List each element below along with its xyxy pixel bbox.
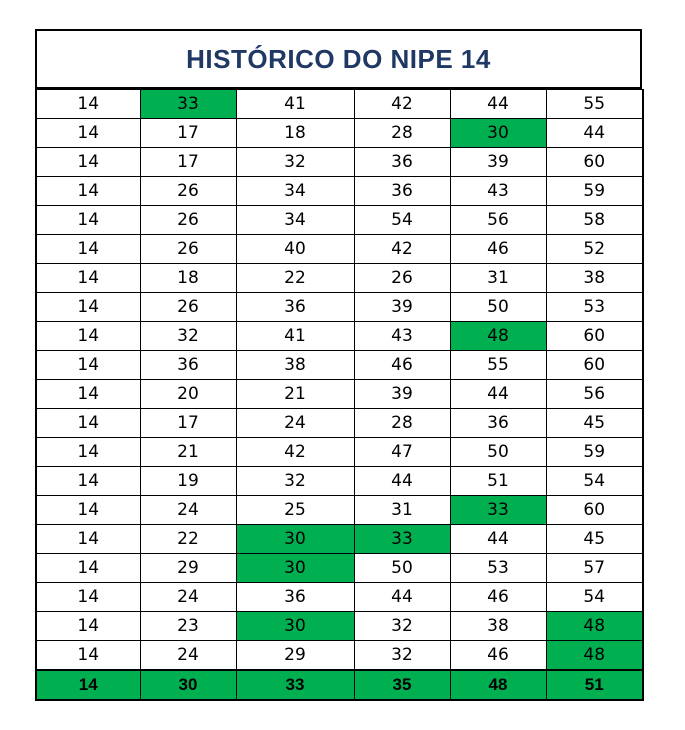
table-cell[interactable]: 32 xyxy=(354,641,450,670)
table-cell[interactable]: 17 xyxy=(140,409,236,438)
table-cell[interactable]: 22 xyxy=(140,525,236,554)
table-cell[interactable]: 14 xyxy=(36,438,140,467)
table-cell[interactable]: 24 xyxy=(140,641,236,670)
table-cell[interactable]: 43 xyxy=(450,177,546,206)
table-cell[interactable]: 14 xyxy=(36,264,140,293)
table-cell[interactable]: 60 xyxy=(546,351,643,380)
table-cell[interactable]: 53 xyxy=(450,554,546,583)
table-cell[interactable]: 14 xyxy=(36,525,140,554)
table-row xyxy=(36,496,643,525)
table-cell[interactable]: 50 xyxy=(450,438,546,467)
table-cell[interactable]: 34 xyxy=(236,177,354,206)
table-cell[interactable]: 42 xyxy=(236,438,354,467)
table-cell[interactable]: 32 xyxy=(354,612,450,641)
table-cell[interactable]: 26 xyxy=(354,264,450,293)
table-cell[interactable]: 60 xyxy=(546,148,643,177)
table-cell[interactable]: 44 xyxy=(450,525,546,554)
table-cell[interactable]: 41 xyxy=(236,90,354,119)
table-cell[interactable]: 55 xyxy=(546,90,643,119)
table-cell[interactable]: 31 xyxy=(354,496,450,525)
table-cell[interactable]: 39 xyxy=(354,380,450,409)
table-cell[interactable]: 39 xyxy=(354,293,450,322)
table-cell[interactable]: 48 xyxy=(450,322,546,351)
table-cell[interactable]: 34 xyxy=(236,206,354,235)
table-cell[interactable]: 36 xyxy=(354,148,450,177)
total-cell[interactable]: 30 xyxy=(140,670,236,700)
number-grid xyxy=(35,89,644,701)
table-cell[interactable]: 56 xyxy=(546,380,643,409)
table-cell[interactable]: 59 xyxy=(546,438,643,467)
table-cell[interactable]: 14 xyxy=(36,583,140,612)
table-row xyxy=(36,322,643,351)
table-row xyxy=(36,148,643,177)
table-cell[interactable]: 42 xyxy=(354,90,450,119)
table-cell[interactable]: 41 xyxy=(236,322,354,351)
table-row xyxy=(36,612,643,641)
table-cell[interactable]: 57 xyxy=(546,554,643,583)
table-cell[interactable]: 33 xyxy=(354,525,450,554)
total-cell[interactable]: 14 xyxy=(36,670,140,700)
table-cell[interactable]: 17 xyxy=(140,119,236,148)
table-cell[interactable]: 40 xyxy=(236,235,354,264)
table-title: HISTÓRICO DO NIPE 14 xyxy=(35,29,642,89)
total-cell[interactable]: 35 xyxy=(354,670,450,700)
table-cell[interactable]: 38 xyxy=(236,351,354,380)
table-cell[interactable]: 54 xyxy=(354,206,450,235)
table-cell[interactable]: 22 xyxy=(236,264,354,293)
table-cell[interactable]: 28 xyxy=(354,119,450,148)
table-cell[interactable]: 44 xyxy=(450,380,546,409)
table-row xyxy=(36,438,643,467)
table-cell[interactable]: 14 xyxy=(36,641,140,670)
table-cell[interactable]: 60 xyxy=(546,322,643,351)
table-cell[interactable]: 26 xyxy=(140,206,236,235)
table-row xyxy=(36,467,643,496)
table-row xyxy=(36,409,643,438)
table-cell[interactable]: 24 xyxy=(236,409,354,438)
table-cell[interactable]: 14 xyxy=(36,119,140,148)
table-cell[interactable]: 21 xyxy=(140,438,236,467)
table-row xyxy=(36,641,643,670)
table-cell[interactable]: 17 xyxy=(140,148,236,177)
table-cell[interactable]: 14 xyxy=(36,322,140,351)
table-cell[interactable]: 50 xyxy=(450,293,546,322)
table-cell[interactable]: 32 xyxy=(140,322,236,351)
table-cell[interactable]: 42 xyxy=(354,235,450,264)
table-cell[interactable]: 36 xyxy=(354,177,450,206)
table-cell[interactable]: 46 xyxy=(450,235,546,264)
table-cell[interactable]: 44 xyxy=(546,119,643,148)
table-cell[interactable]: 23 xyxy=(140,612,236,641)
table-cell[interactable]: 30 xyxy=(236,612,354,641)
table-row xyxy=(36,206,643,235)
table-cell[interactable]: 20 xyxy=(140,380,236,409)
table-cell[interactable]: 14 xyxy=(36,235,140,264)
table-cell[interactable]: 48 xyxy=(546,612,643,641)
table-cell[interactable]: 14 xyxy=(36,351,140,380)
table-cell[interactable]: 53 xyxy=(546,293,643,322)
table-row xyxy=(36,351,643,380)
total-row xyxy=(36,670,643,700)
table-cell[interactable]: 54 xyxy=(546,467,643,496)
table-cell[interactable]: 32 xyxy=(236,467,354,496)
table-cell[interactable]: 44 xyxy=(354,583,450,612)
table-row xyxy=(36,90,643,119)
spreadsheet-table xyxy=(35,29,642,701)
table-cell[interactable]: 59 xyxy=(546,177,643,206)
table-cell[interactable]: 36 xyxy=(450,409,546,438)
table-row xyxy=(36,177,643,206)
table-cell[interactable]: 14 xyxy=(36,177,140,206)
table-cell[interactable]: 36 xyxy=(236,583,354,612)
table-row xyxy=(36,525,643,554)
table-cell[interactable]: 14 xyxy=(36,496,140,525)
table-cell[interactable]: 47 xyxy=(354,438,450,467)
table-cell[interactable]: 54 xyxy=(546,583,643,612)
table-cell[interactable]: 38 xyxy=(450,612,546,641)
table-cell[interactable]: 26 xyxy=(140,293,236,322)
table-row xyxy=(36,380,643,409)
table-cell[interactable]: 14 xyxy=(36,612,140,641)
table-cell[interactable]: 28 xyxy=(354,409,450,438)
total-cell[interactable]: 51 xyxy=(546,670,643,700)
table-cell[interactable]: 60 xyxy=(546,496,643,525)
table-cell[interactable]: 24 xyxy=(140,583,236,612)
table-row xyxy=(36,235,643,264)
table-cell[interactable]: 25 xyxy=(236,496,354,525)
table-cell[interactable]: 33 xyxy=(140,90,236,119)
table-cell[interactable]: 51 xyxy=(450,467,546,496)
table-cell[interactable]: 58 xyxy=(546,206,643,235)
table-cell[interactable]: 38 xyxy=(546,264,643,293)
table-cell[interactable]: 32 xyxy=(236,148,354,177)
total-cell[interactable]: 33 xyxy=(236,670,354,700)
table-cell[interactable]: 14 xyxy=(36,148,140,177)
total-cell[interactable]: 48 xyxy=(450,670,546,700)
table-cell[interactable]: 36 xyxy=(236,293,354,322)
table-cell[interactable]: 44 xyxy=(354,467,450,496)
table-cell[interactable]: 31 xyxy=(450,264,546,293)
table-cell[interactable]: 55 xyxy=(450,351,546,380)
table-cell[interactable]: 19 xyxy=(140,467,236,496)
table-cell[interactable]: 14 xyxy=(36,409,140,438)
table-cell[interactable]: 14 xyxy=(36,206,140,235)
table-cell[interactable]: 33 xyxy=(450,496,546,525)
table-cell[interactable]: 50 xyxy=(354,554,450,583)
table-cell[interactable]: 48 xyxy=(546,641,643,670)
table-row xyxy=(36,264,643,293)
table-cell[interactable]: 46 xyxy=(354,351,450,380)
table-cell[interactable]: 46 xyxy=(450,583,546,612)
table-cell[interactable]: 45 xyxy=(546,525,643,554)
table-row xyxy=(36,583,643,612)
table-cell[interactable]: 26 xyxy=(140,177,236,206)
table-cell[interactable]: 14 xyxy=(36,293,140,322)
grid-body xyxy=(36,90,643,700)
table-cell[interactable]: 14 xyxy=(36,467,140,496)
table-row xyxy=(36,293,643,322)
table-cell[interactable]: 45 xyxy=(546,409,643,438)
table-cell[interactable]: 44 xyxy=(450,90,546,119)
table-cell[interactable]: 26 xyxy=(140,235,236,264)
table-cell[interactable]: 39 xyxy=(450,148,546,177)
table-cell[interactable]: 43 xyxy=(354,322,450,351)
table-cell[interactable]: 14 xyxy=(36,554,140,583)
table-cell[interactable]: 14 xyxy=(36,90,140,119)
table-cell[interactable]: 52 xyxy=(546,235,643,264)
table-cell[interactable]: 56 xyxy=(450,206,546,235)
table-cell[interactable]: 24 xyxy=(140,496,236,525)
table-cell[interactable]: 36 xyxy=(140,351,236,380)
table-cell[interactable]: 21 xyxy=(236,380,354,409)
table-cell[interactable]: 30 xyxy=(236,554,354,583)
table-row xyxy=(36,554,643,583)
table-cell[interactable]: 18 xyxy=(236,119,354,148)
table-row xyxy=(36,119,643,148)
table-cell[interactable]: 29 xyxy=(140,554,236,583)
table-cell[interactable]: 30 xyxy=(450,119,546,148)
table-cell[interactable]: 14 xyxy=(36,380,140,409)
table-cell[interactable]: 30 xyxy=(236,525,354,554)
table-cell[interactable]: 29 xyxy=(236,641,354,670)
table-cell[interactable]: 46 xyxy=(450,641,546,670)
table-cell[interactable]: 18 xyxy=(140,264,236,293)
